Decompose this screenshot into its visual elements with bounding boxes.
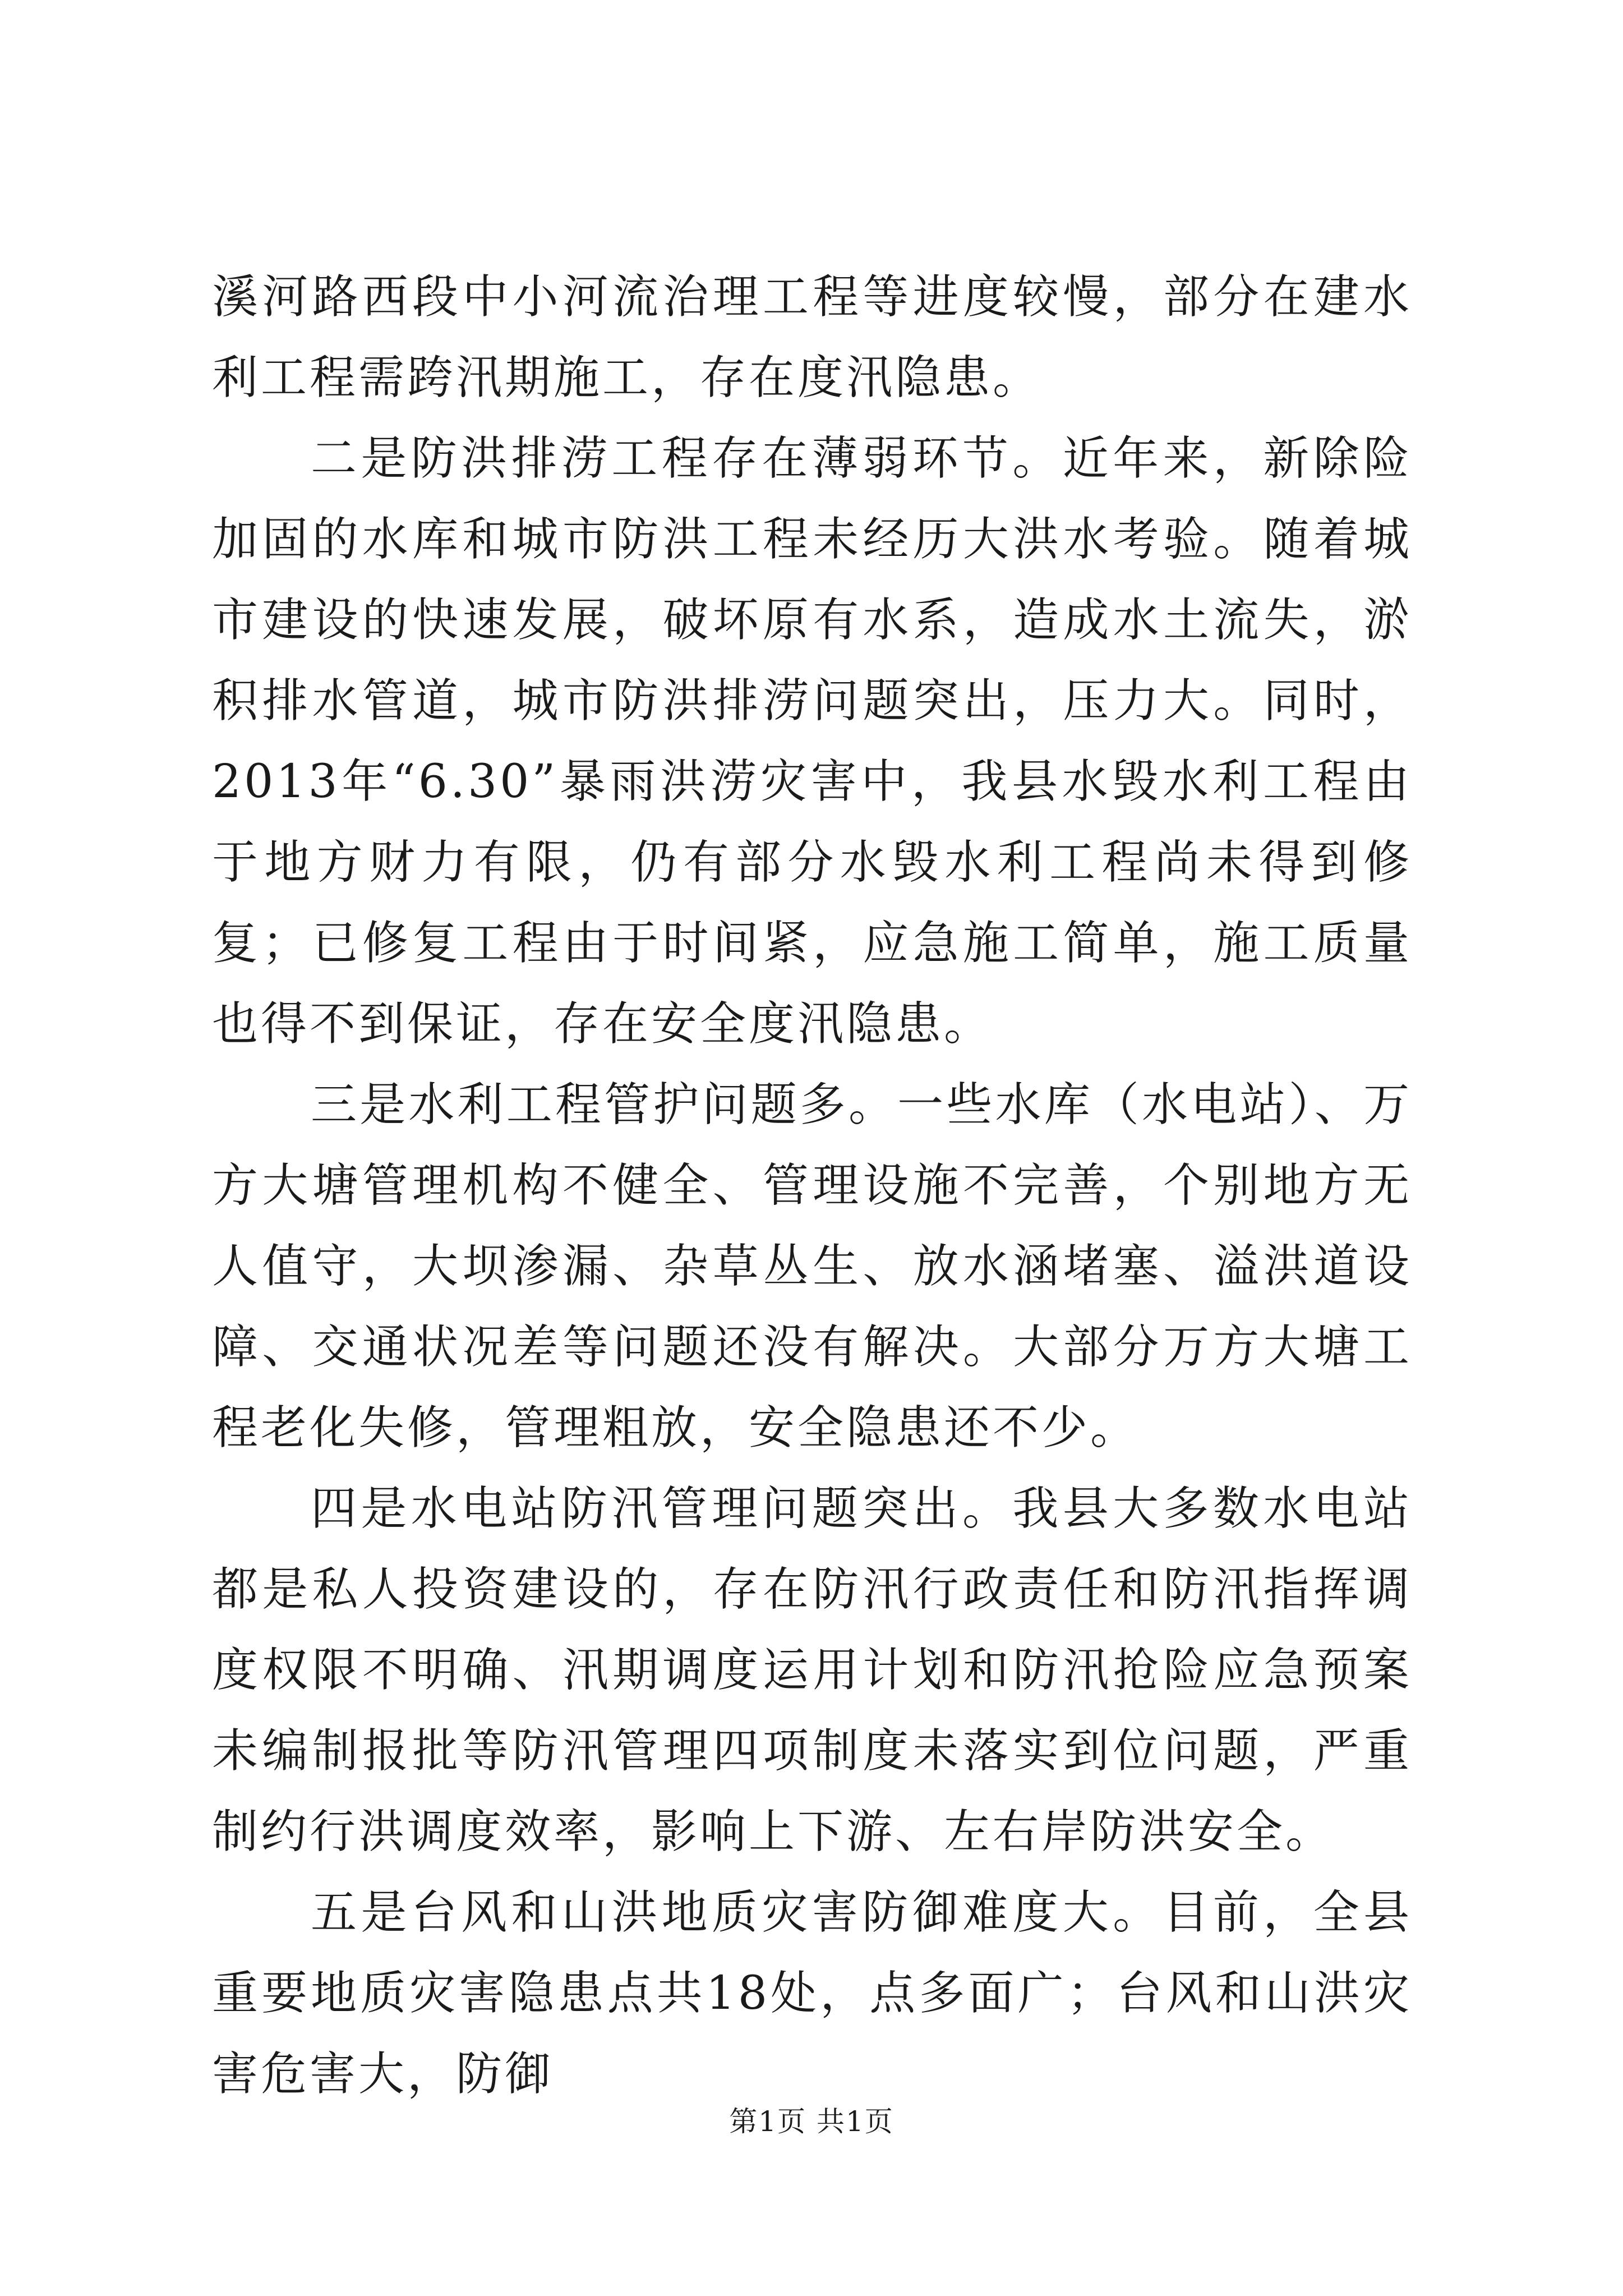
paragraph-hydropower-management: 四是水电站防汛管理问题突出。我县大多数水电站都是私人投资建设的，存在防汛行政责任和防汛指挥调度权限不明确、汛期调度运用计划和防汛抢险应急预案未编制报批等防汛管理四项制度未落实到位问题，严重制约行洪调度效率，影响上下游、左右岸防洪安全。 [212, 1482, 1412, 1858]
paragraph-flood-drainage: 二是防洪排涝工程存在薄弱环节。近年来，新除险加固的水库和城市防洪工程未经历大洪水考验。随着城市建设的快速发展，破坏原有水系，造成水土流失，淤积排水管道，城市防洪排涝问题突出，压力大。同时，2013年“6.30”暴雨洪涝灾害中，我县水毁水利工程由于地方财力有限，仍有部分水毁水利工程尚未得到修复；已修复工程由于时间紧，应急施工简单，施工质量也得不到保证，存在安全度汛隐患。 [212, 432, 1412, 1051]
paragraph-typhoon-geohazard: 五是台风和山洪地质灾害防御难度大。目前，全县重要地质灾害隐患点共18处，点多面广；台风和山洪灾害危害大，防御 [212, 1886, 1412, 2101]
paragraph-project-maintenance: 三是水利工程管护问题多。一些水库（水电站）、万方大塘管理机构不健全、管理设施不完善，个别地方无人值守，大坝渗漏、杂草丛生、放水涵堵塞、溢洪道设障、交通状况差等问题还没有解决。大部分万方大塘工程老化失修，管理粗放，安全隐患还不少。 [212, 1078, 1412, 1455]
paragraph-continuation: 溪河路西段中小河流治理工程等进度较慢，部分在建水利工程需跨汛期施工，存在度汛隐患。 [212, 270, 1412, 404]
page-footer: 第1页 共1页 [729, 2105, 894, 2138]
document-body [212, 257, 1412, 2115]
